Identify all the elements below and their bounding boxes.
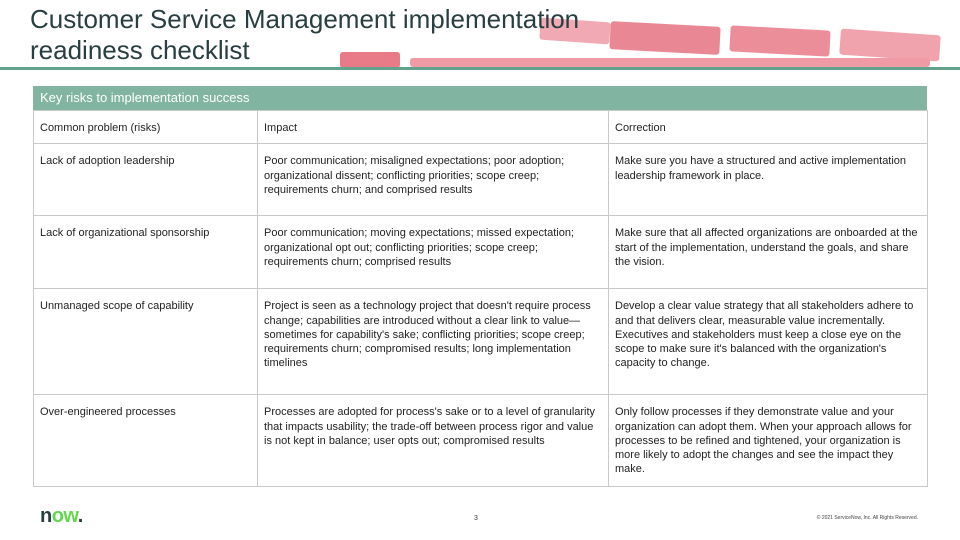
- cell-impact: Processes are adopted for process's sake or to a level of granularity that impacts usability; the trade-off between process rigor and value is not kept in balance; user opts out; compromised results: [258, 395, 609, 487]
- section-banner: Key risks to implementation success: [33, 86, 927, 110]
- servicenow-logo: [40, 505, 83, 528]
- column-header-problem: Common problem (risks): [34, 111, 258, 144]
- logo-n: n: [40, 505, 52, 527]
- cell-problem: Over-engineered processes: [34, 395, 258, 487]
- cell-correction: Make sure you have a structured and active implementation leadership framework in place.: [609, 144, 928, 216]
- column-header-impact: Impact: [258, 111, 609, 144]
- table-header-row: [34, 111, 928, 144]
- cell-correction: Only follow processes if they demonstrate value and your organization can adopt them. When your approach allows for processes to be refined and tightened, your organization is more likely to adopt the changes and see the impact they make.: [609, 395, 928, 487]
- cell-problem: Lack of organizational sponsorship: [34, 216, 258, 289]
- risk-table: [33, 110, 928, 487]
- table-row: [34, 395, 928, 487]
- title-line-1: Customer Service Management implementation: [30, 4, 580, 34]
- logo-dot: .: [77, 505, 83, 527]
- table-row: [34, 216, 928, 289]
- page-number: 3: [474, 515, 478, 522]
- cell-correction: Make sure that all affected organizations are onboarded at the start of the implementation, understand the goals, and share the vision.: [609, 216, 928, 289]
- table-row: [34, 289, 928, 395]
- cell-problem: Unmanaged scope of capability: [34, 289, 258, 395]
- cell-impact: Poor communication; misaligned expectations; poor adoption; organizational dissent; conflicting priorities; scope creep; requirements churn; and comprised results: [258, 144, 609, 216]
- slide-title: [30, 4, 790, 66]
- title-underline: [0, 67, 960, 70]
- title-line-2: readiness checklist: [30, 35, 250, 65]
- cell-impact: Poor communication; moving expectations; missed expectation; organizational opt out; conflicting priorities; scope creep; requirements churn; comprised results: [258, 216, 609, 289]
- cell-problem: Lack of adoption leadership: [34, 144, 258, 216]
- logo-ow: ow: [51, 505, 78, 527]
- copyright-notice: © 2021 ServiceNow, Inc. All Rights Reserved.: [816, 515, 918, 521]
- cell-impact: Project is seen as a technology project that doesn't require process change; capabilities are introduced without a clear link to value—sometimes for capability's sake; conflicting priorities; scope creep; requirements churn; compromised results; long implementation timelines: [258, 289, 609, 395]
- column-header-correction: Correction: [609, 111, 928, 144]
- watermark-block: [839, 29, 941, 62]
- cell-correction: Develop a clear value strategy that all stakeholders adhere to and that delivers clear, measurable value incrementally. Executives and stakeholders must keep a close eye on the scope to make sure it's balanced with the organization's capacity to change.: [609, 289, 928, 395]
- table-row: [34, 144, 928, 216]
